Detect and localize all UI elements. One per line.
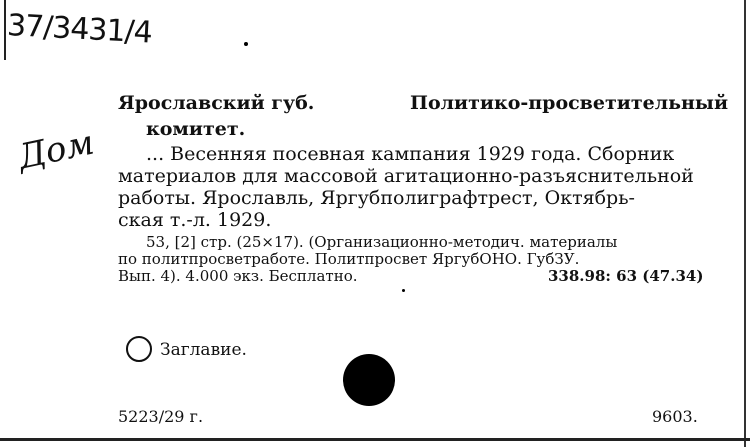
details-line-2: по политпросветработе. Политпросвет ЯргубОНО. ГубЗУ. — [118, 250, 580, 268]
accession-right: 9603. — [652, 407, 698, 426]
bottom-border-line — [0, 438, 750, 441]
title-note: Заглавие. — [160, 340, 247, 360]
details-line-1: 53, [2] стр. (25×17). (Организационно-методич. материалы — [146, 233, 618, 251]
ink-dot — [402, 289, 405, 292]
author-line-2: комитет. — [146, 118, 246, 140]
ink-blot — [343, 354, 395, 406]
title-line-1: ... Весенняя посевная кампания 1929 года. Сборник — [146, 143, 675, 165]
shelfmark: 37/3431/4 — [6, 8, 153, 51]
title-line-4: ская т.-л. 1929. — [118, 209, 272, 231]
right-border-line — [744, 0, 746, 447]
left-border-line — [4, 0, 6, 60]
author-line-right: Политико-просветительный — [410, 92, 729, 114]
title-line-3: работы. Ярославль, Яргубполиграфтрест, Октябрь- — [118, 187, 635, 209]
details-line-3: Вып. 4). 4.000 экз. Бесплатно. — [118, 267, 358, 285]
classification-number: 338.98: 63 (47.34) — [548, 267, 704, 285]
ink-dot — [244, 42, 248, 46]
author-line-left: Ярославский губ. — [118, 92, 315, 114]
handwritten-note: Дом — [14, 122, 98, 178]
accession-left: 5223/29 г. — [118, 407, 204, 426]
title-line-2: материалов для массовой агитационно-разъяснительной — [118, 165, 694, 187]
circled-mark-icon — [126, 336, 152, 362]
